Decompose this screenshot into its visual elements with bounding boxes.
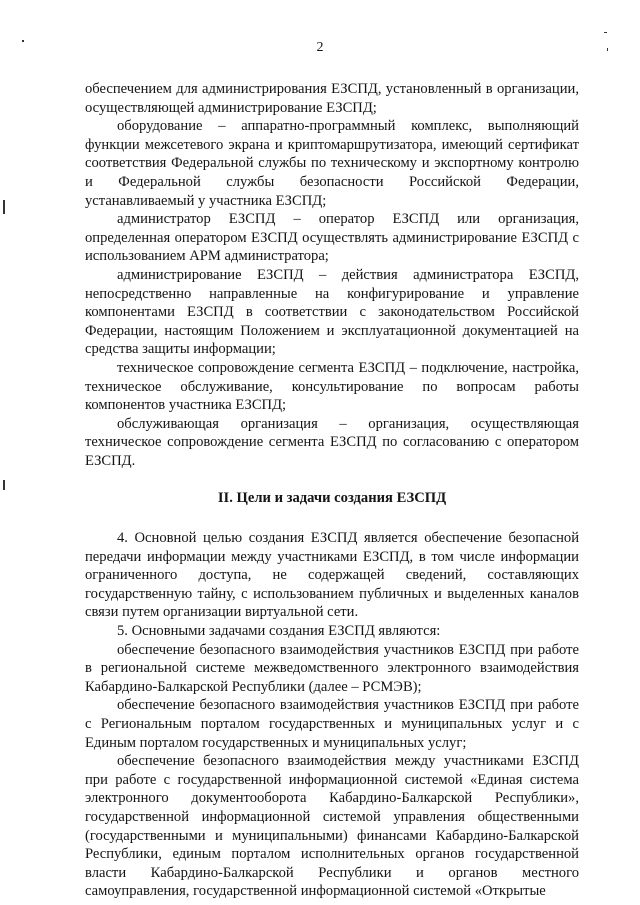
paragraph-definition-service-org: обслуживающая организация – организация, осуществляющая техническое сопровождение сегмента ЕЗСПД по согласованию с оператором ЕЗСПД. — [85, 415, 579, 469]
scan-mark — [3, 480, 5, 490]
scan-mark — [604, 32, 607, 33]
scan-mark — [3, 200, 5, 214]
paragraph-definition-equipment: оборудование – аппаратно-программный комплекс, выполняющий функции межсетевого экрана и криптомаршрутизатора, имеющий сертификат соответствия Федеральной службы по техническому и экспортному контролю и Федеральной службы безопасности Российской Федерации, устанавливаемый у участника ЕЗСПД; — [85, 118, 579, 209]
paragraph-task-rsmev: обеспечение безопасного взаимодействия участников ЕЗСПД при работе в региональной системе межведомственного электронного взаимодействия Кабардино-Балкарской Республики (далее – РСМЭВ); — [85, 641, 579, 695]
page-number: 2 — [316, 40, 324, 55]
paragraph-task-information-systems: обеспечение безопасного взаимодействия между участниками ЕЗСПД при работе с государственной информационной системой «Единая система электронного документооборота Кабардино-Балкарской Республики», государственной информационной системой управления общественными (государственными и муниципальными) финансами Кабардино-Балкарской Республики, единым порталом исполнительных органов государственной власти Кабардино-Балкарской Республики и органов местного самоуправления, государственной информационной системой «Открытые — [85, 753, 579, 900]
paragraph-definition-support: техническое сопровождение сегмента ЕЗСПД – подключение, настройка, техническое обслуживание, консультирование по вопросам работы компонентов участника ЕЗСПД; — [85, 359, 579, 414]
scan-mark — [22, 40, 24, 42]
paragraph-definition-administrator: администратор ЕЗСПД – оператор ЕЗСПД или организация, определенная оператором ЕЗСПД осуществлять администрирование ЕЗСПД с использованием АРМ администратора; — [85, 211, 579, 265]
paragraph-definition-administration: администрирование ЕЗСПД – действия администратора ЕЗСПД, непосредственно направленные на конфигурирование и управление компонентами ЕЗСПД в соответствии с законодательством Российской Федерации, настоящим Положением и эксплуатационной документацией на средства защиты информации; — [85, 266, 579, 358]
paragraph-item-4: 4. Основной целью создания ЕЗСПД является обеспечение безопасной передачи информации между участниками ЕЗСПД, в том числе информации ограниченного доступа, не содержащей сведений, составляющих государственную тайну, с использованием публичных и выделенных каналов связи путем организации виртуальной сети. — [85, 530, 579, 621]
section-heading: II. Цели и задачи создания ЕЗСПД — [217, 490, 447, 507]
paragraph-item-5: 5. Основными задачами создания ЕЗСПД являются: — [117, 623, 441, 640]
paragraph-task-portals: обеспечение безопасного взаимодействия участников ЕЗСПД при работе с Региональным порталом государственных и муниципальных услуг и с Единым порталом государственных и муниципальных услуг; — [85, 697, 579, 751]
scan-mark — [607, 48, 608, 51]
paragraph-continuation: обеспечением для администрирования ЕЗСПД, установленный в организации, осуществляющей администрирование ЕЗСПД; — [85, 81, 579, 116]
document-body — [85, 80, 579, 901]
